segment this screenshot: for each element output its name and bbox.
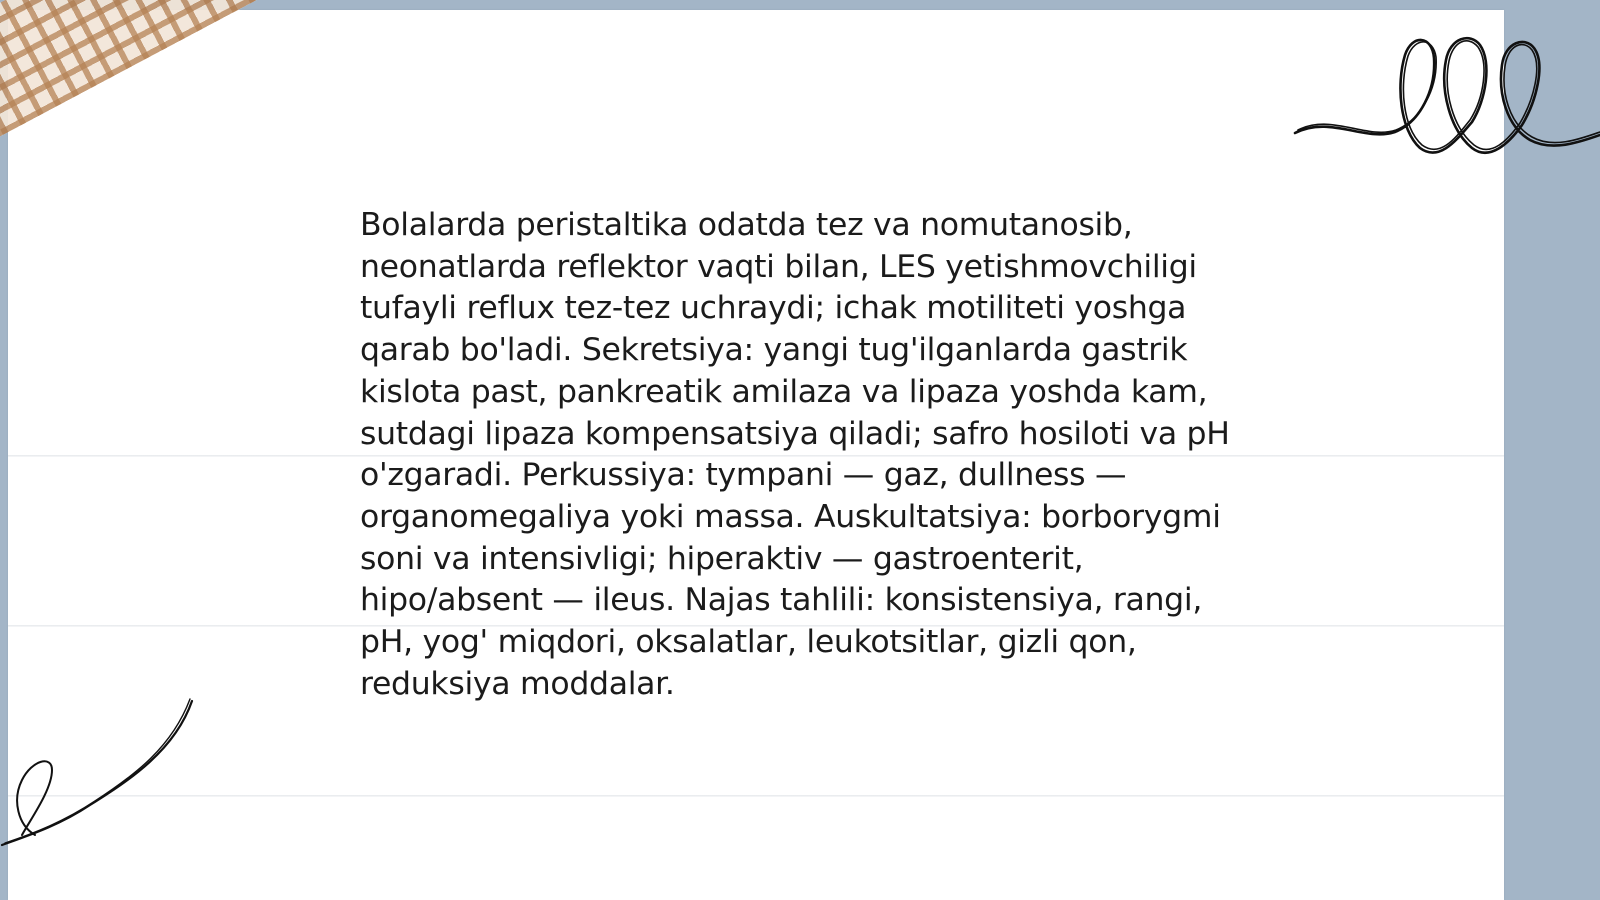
body-text: Bolalarda peristaltika odatda tez va nomutanosib, neonatlarda reflektor vaqti bilan, LES yetishmovchiligi tufayli reflux tez-tez uchraydi; ichak motiliteti yoshga qarab bo'ladi. Sekretsiya: yangi tug'ilganlarda gastrik kislota past, pankreatik amilaza va lipaza yoshda kam, sutdagi lipaza kompensatsiya qiladi; safro hosiloti va pH o'zgaradi. Perkussiya: tympani — gaz, dullness — organomegaliya yoki massa. Auskultatsiya: borborygmi soni va intensivligi; hiperaktiv — gastroenterit, hipo/absent — ileus. Najas tahlili: konsistensiya, rangi, pH, yog' miqdori, oksalatlar, leukotsitlar, gizli qon, reduksiya moddalar. <box>360 207 1230 702</box>
paper-fold-line <box>8 795 1504 797</box>
swirl-doodle <box>0 695 200 855</box>
loop-doodle <box>1290 30 1600 170</box>
